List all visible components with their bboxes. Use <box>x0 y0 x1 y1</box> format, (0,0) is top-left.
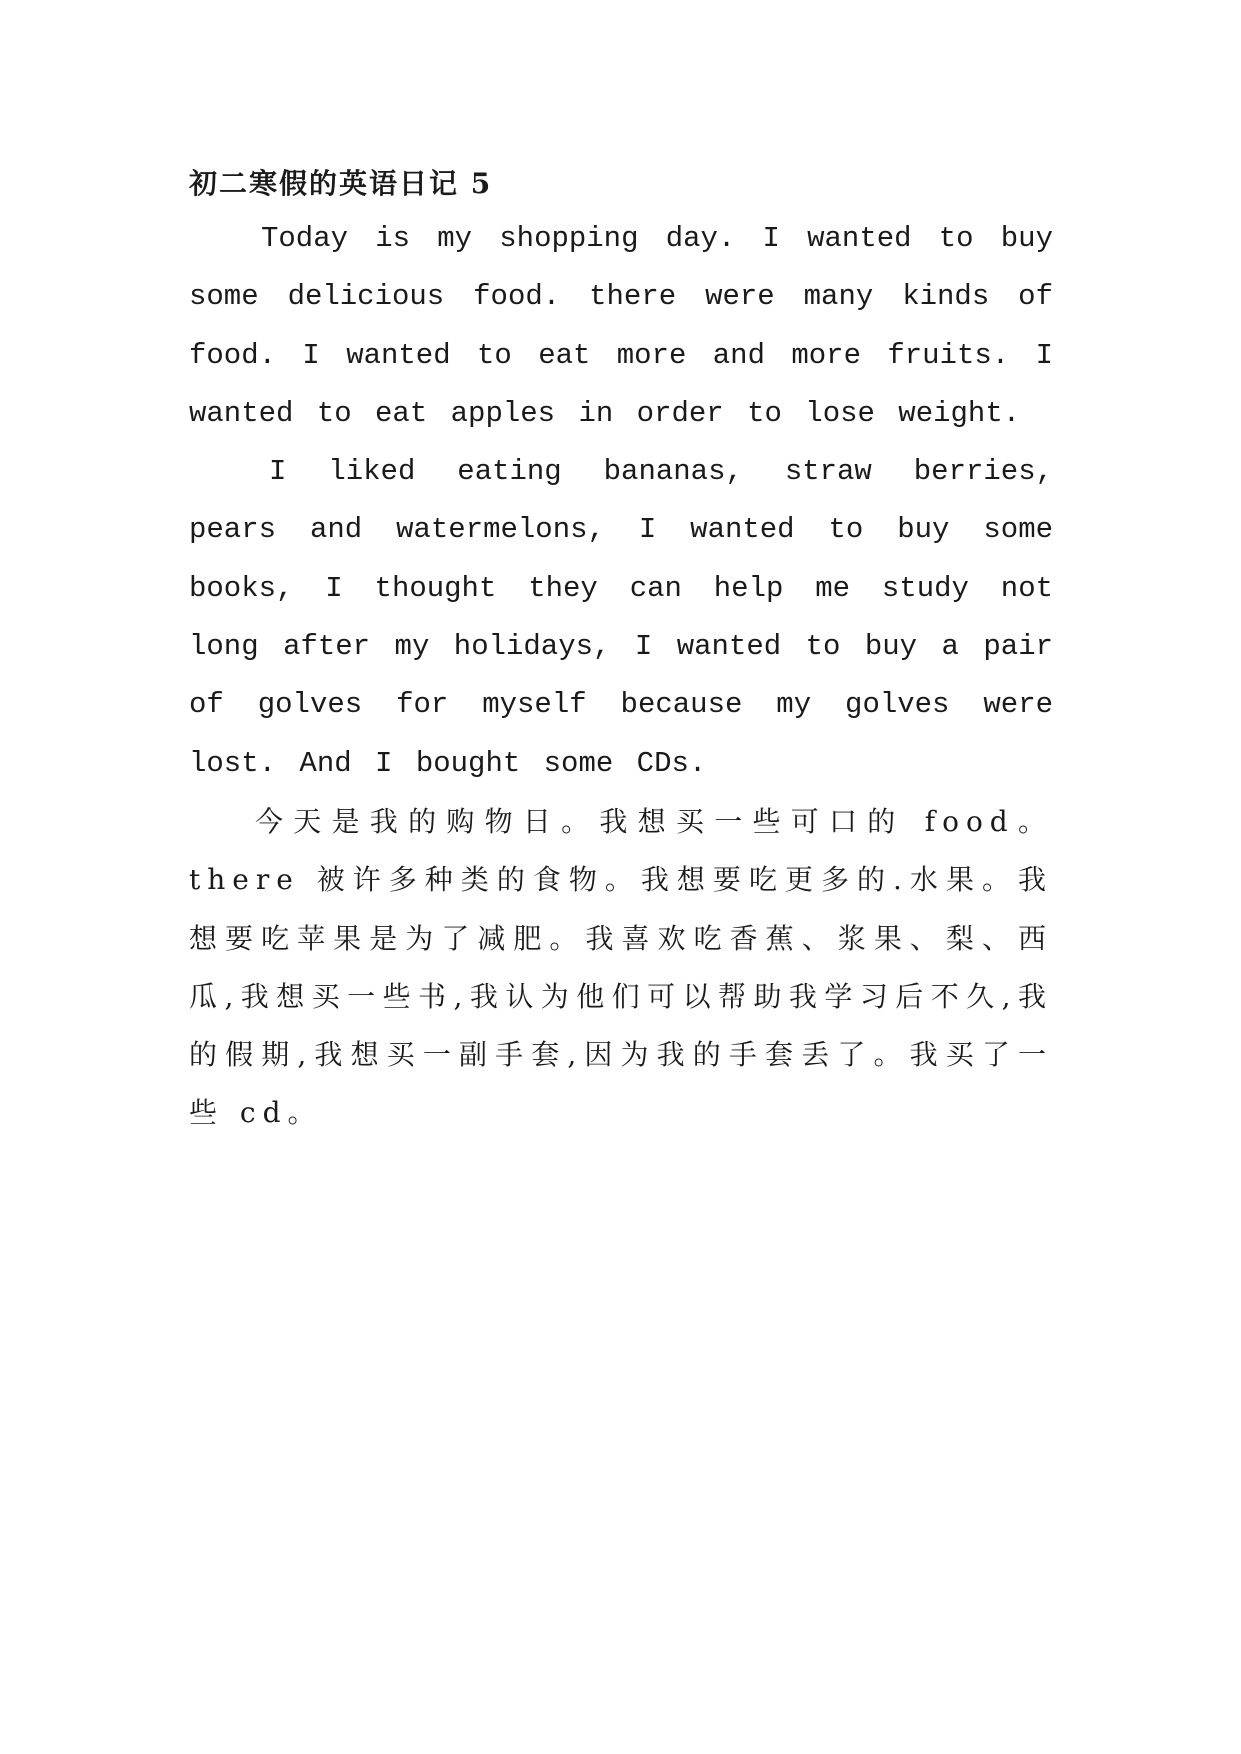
paragraph-english-2: I liked eating bananas, straw berries, pears and watermelons, I wanted to buy some books, I thought they can help me study not long after my holidays, I wanted to buy a pair of golves for myself because my golves were lost. And I bought some CDs. <box>189 455 1053 780</box>
paragraph-chinese-translation: 今天是我的购物日。我想买一些可口的 food。there 被许多种类的食物。我想要吃更多的.水果。我想要吃苹果是为了减肥。我喜欢吃香蕉、浆果、梨、西瓜,我想买一些书,我认为他们可以帮助我学习后不久,我的假期,我想买一副手套,因为我的手套丢了。我买了一些 cd。 <box>189 804 1053 1130</box>
document-page <box>189 158 1053 1143</box>
paragraph-english-1: Today is my shopping day. I wanted to buy some delicious food. there were many kinds of food. I wanted to eat more and more fruits. I wanted to eat apples in order to lose weight. <box>189 222 1053 430</box>
document-title: 初二寒假的英语日记 5 <box>189 167 493 200</box>
